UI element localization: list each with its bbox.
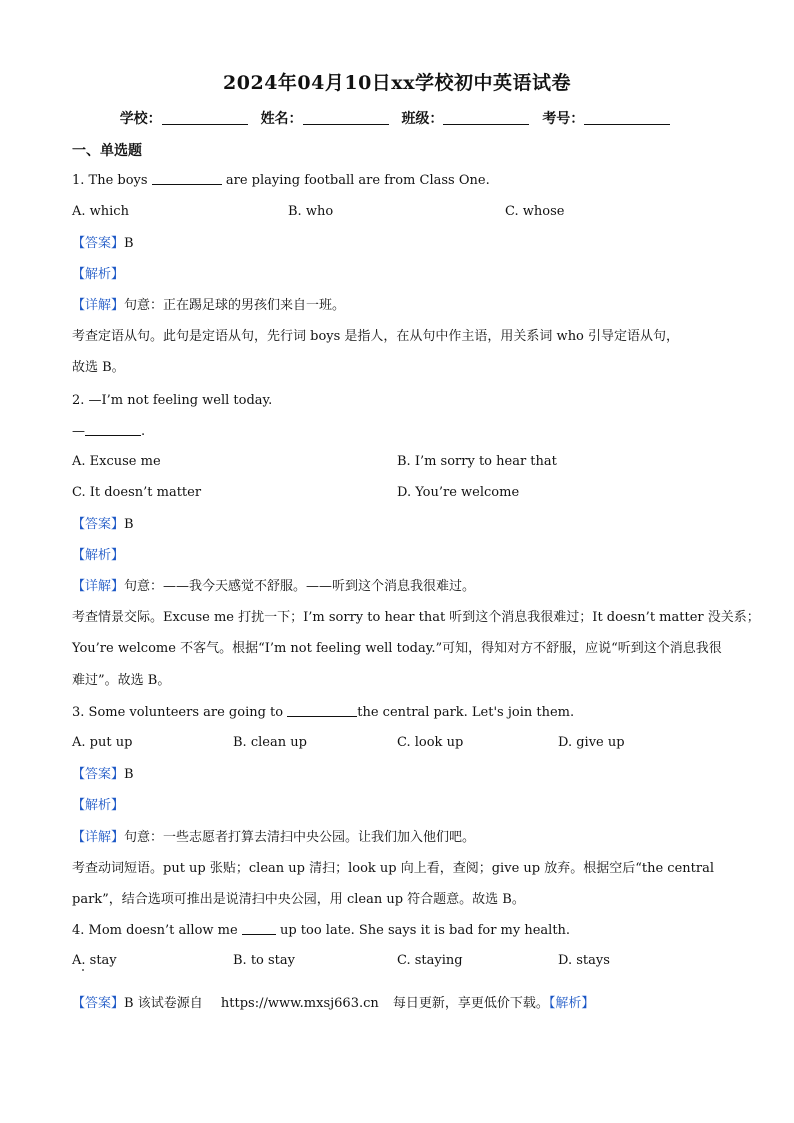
q2-reply-dash: — (72, 424, 85, 439)
page-title: 2024年04月10日xx学校初中英语试卷 (223, 72, 571, 94)
q3-option-c: C. look up (397, 735, 464, 750)
q3-detail-label: 【详解】 (72, 830, 125, 845)
name-blank (303, 110, 389, 125)
q4-stem (72, 922, 570, 940)
q3-option-a: A. put up (72, 735, 133, 750)
q1-answer-value: B (124, 236, 134, 251)
q2-option-c: C. It doesn’t matter (72, 485, 202, 500)
q4-stem-end: up too late. She says it is bad for my health. (279, 923, 571, 938)
q3-option-d: D. give up (558, 735, 625, 750)
q1-detail-line-3: 故选 B。 (72, 360, 125, 375)
q1-stem-end: are playing football are from Class One. (225, 173, 490, 188)
q4-option-b: B. to stay (233, 953, 295, 968)
q1-blank (152, 172, 222, 185)
class-label: 班级： (401, 111, 444, 127)
q2-detail-line-4: 难过”。故选 B。 (72, 673, 171, 688)
info-school (120, 108, 252, 128)
q2-option-d: D. You’re welcome (397, 485, 520, 500)
source-tail: 每日更新，享更低价下载。 (392, 996, 549, 1011)
q2-option-b: B. I’m sorry to hear that (397, 454, 557, 469)
q3-answer (72, 766, 134, 784)
info-examno (542, 108, 674, 128)
q1-detail-text-1: 句意：正在踢足球的男孩们来自一班。 (124, 298, 346, 313)
stray-dot (82, 969, 84, 971)
source-url-link[interactable]: https://www.mxsj663.cn (220, 996, 379, 1011)
q3-detail-text-1: 句意：一些志愿者打算去清扫中央公园。让我们加入他们吧。 (124, 830, 476, 845)
q2-answer-label: 【答案】 (72, 517, 125, 532)
q4-option-a: A. stay (72, 953, 117, 968)
q4-stem-start: 4. Mom doesn’t allow me (72, 923, 238, 938)
q2-detail-text-1: 句意：——我今天感觉不舒服。——听到这个消息我很难过。 (124, 579, 476, 594)
source-line (72, 992, 594, 1011)
q1-stem (72, 172, 490, 190)
q4-blank (242, 922, 276, 935)
q3-stem (72, 704, 574, 722)
q1-option-a: A. which (72, 204, 129, 219)
q1-option-b: B. who (288, 204, 334, 219)
q4-answer-value: B (124, 996, 134, 1011)
section-title: 一、单选题 (72, 143, 142, 159)
q2-answer (72, 516, 134, 534)
q2-detail-line-3: You’re welcome 不客气。根据“I’m not feeling well today.”可知，得知对方不舒服，应说“听到这个消息我很 (72, 641, 722, 656)
info-class (401, 108, 533, 128)
q3-detail-line-3: park”，结合选项可推出是说清扫中央公园，用 clean up 符合题意。故选 B。 (72, 892, 525, 907)
q1-option-c: C. whose (505, 204, 565, 219)
q2-detail-line-1 (72, 578, 475, 596)
q1-detail-line-2: 考查定语从句。此句是定语从句，先行词 boys 是指人，在从句中作主语，用关系词 who 引导定语从句， (72, 329, 680, 344)
q1-analysis-label: 【解析】 (72, 267, 125, 282)
source-text: 该试卷源自 (137, 996, 203, 1011)
q4-answer-label: 【答案】 (72, 996, 125, 1011)
info-name (261, 108, 393, 128)
q4-analysis-label: 【解析】 (548, 996, 595, 1011)
q1-detail-label: 【详解】 (72, 298, 125, 313)
q3-option-b: B. clean up (233, 735, 307, 750)
q2-option-a: A. Excuse me (72, 454, 161, 469)
q3-detail-line-2: 考查动词短语。put up 张贴；clean up 清扫；look up 向上看，查阅；give up 放弃。根据空后“the central (72, 861, 714, 876)
class-blank (443, 110, 529, 125)
school-blank (162, 110, 248, 125)
q1-answer (72, 235, 134, 253)
name-label: 姓名： (260, 111, 303, 127)
q2-blank (85, 423, 141, 436)
q2-reply (72, 423, 145, 441)
q4-option-c: C. staying (397, 953, 463, 968)
q2-stem: 2. —I’m not feeling well today. (72, 393, 273, 408)
q3-stem-end: the central park. Let's join them. (357, 705, 575, 720)
q3-analysis-label: 【解析】 (72, 798, 125, 813)
q2-detail-line-2: 考查情景交际。Excuse me 打扰一下；I’m sorry to hear that 听到这个消息我很难过；It doesn’t matter 没关系； (72, 610, 760, 625)
q3-stem-start: 3. Some volunteers are going to (72, 705, 284, 720)
q2-analysis-label: 【解析】 (72, 548, 125, 563)
q3-answer-value: B (124, 767, 134, 782)
q2-detail-label: 【详解】 (72, 579, 125, 594)
examno-label: 考号： (542, 111, 585, 127)
q4-option-d: D. stays (558, 953, 610, 968)
q2-answer-value: B (124, 517, 134, 532)
q3-detail-line-1 (72, 829, 475, 847)
q1-answer-label: 【答案】 (72, 236, 125, 251)
examno-blank (584, 110, 670, 125)
school-label: 学校： (119, 111, 162, 127)
student-info-row (0, 108, 794, 128)
q2-reply-period: . (141, 424, 146, 439)
q3-answer-label: 【答案】 (72, 767, 125, 782)
q1-stem-start: 1. The boys (72, 173, 148, 188)
q1-detail-line-1 (72, 297, 345, 315)
q3-blank (287, 704, 357, 717)
